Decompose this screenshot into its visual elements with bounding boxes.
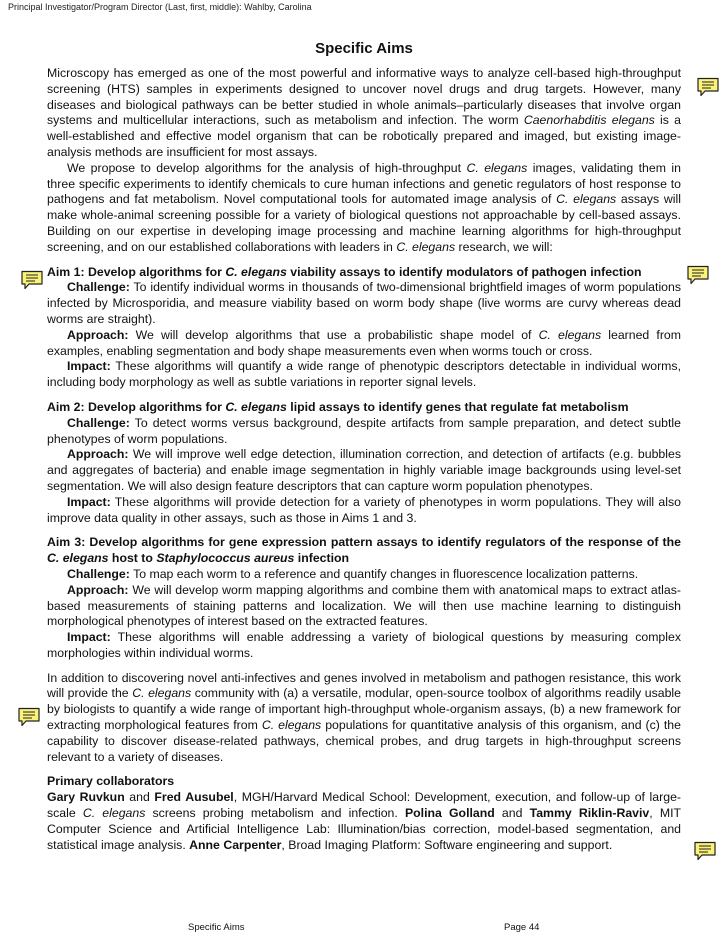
document-body — [47, 66, 681, 853]
footer-section: Specific Aims — [188, 922, 245, 933]
comment-note-icon[interactable] — [693, 841, 717, 861]
aim1-challenge: Challenge: To identify individual worms in thousands of two-dimensional brightfield images of worm populations infected by Microsporidia, and measure viability based on worm body shape (live worms are curvy whereas dead worms are straight). — [47, 280, 681, 326]
intro-paragraph-2: We propose to develop algorithms for the analysis of high-throughput C. elegans images, validating them in three specific experiments to identify chemicals to cure human infections and genetic regulators of host response to pathogens and fat metabolism. Novel computational tools for automated image analysis of C. elegans assays will make whole-animal screening possible for a variety of biological questions not approachable by cell-based assays. Building on our expertise in developing image processing and machine learning algorithms for high-throughput screening, and on our established collaborations with leaders in C. elegans research, we will: — [47, 160, 681, 254]
collaborators-heading: Primary collaborators — [47, 774, 175, 789]
aim3-challenge: Challenge: To map each worm to a reference and quantify changes in fluorescence localization patterns. — [67, 566, 639, 581]
comment-note-icon[interactable] — [17, 707, 41, 727]
closing-paragraph: In addition to discovering novel anti-infectives and genes involved in metabolism and pathogen resistance, this work will provide the C. elegans community with (a) a versatile, modular, open-source toolbox of algorithms readily usable by biologists to quantify a wide range of important high-throughput whole-organism assays, (b) a new framework for extracting morphological features from C. elegans populations for quantitative analysis of this organism, and (c) the capability to discover disease-related pathways, chemical probes, and drug targets in high-throughput screens relevant to a variety of diseases. — [47, 670, 681, 764]
aim3-title: Aim 3: Develop algorithms for gene expression pattern assays to identify regulators of the response of the C. elegans host to Staphylococcus aureus infection — [47, 535, 681, 566]
aim2-impact: Impact: These algorithms will provide detection for a variety of phenotypes in worm populations. They will also improve data quality in other assays, such as those in Aims 1 and 3. — [47, 494, 681, 525]
comment-note-icon[interactable] — [696, 77, 720, 97]
aim1-approach: Approach: We will develop algorithms that use a probabilistic shape model of C. elegans learned from examples, enabling segmentation and body shape measurements even when worms touch or cross. — [47, 327, 681, 358]
comment-note-icon[interactable] — [686, 265, 710, 285]
aim2-challenge: Challenge: To detect worms versus background, despite artifacts from sample preparation, and detect subtle phenotypes of worm populations. — [47, 415, 681, 446]
comment-note-icon[interactable] — [20, 270, 44, 290]
footer-page-number: Page 44 — [504, 922, 540, 933]
aim3-impact: Impact: These algorithms will enable addressing a variety of biological questions by measuring complex morphologies within individual worms. — [47, 630, 681, 660]
page-title: Specific Aims — [315, 40, 413, 57]
aim2-title: Aim 2: Develop algorithms for C. elegans lipid assays to identify genes that regulate fat metabolism — [47, 399, 629, 414]
intro-paragraph-1: Microscopy has emerged as one of the most powerful and informative ways to analyze cell-based high-throughput screening (HTS) samples in experiments designed to uncover novel drugs and drug targets. However, many diseases and biological pathways can be better studied in whole animals–particularly diseases that involve organ systems and multicellular interactions, such as metabolism and infection. The worm Caenorhabditis elegans is a well-established and effective model organism that can be robotically prepared and imaged, but existing image-analysis methods are insufficient for most assays. — [47, 66, 681, 159]
collaborators-paragraph: Gary Ruvkun and Fred Ausubel, MGH/Harvard Medical School: Development, execution, and follow-up of large-scale C. elegans screens probing metabolism and infection. Polina Golland and Tammy Riklin-Raviv, MIT Computer Science and Artificial Intelligence Lab: Illumination/bias correction, model-based segmentation, and statistical image analysis. Anne Carpenter, Broad Imaging Platform: Software engineering and support. — [47, 790, 682, 852]
aim3-approach: Approach: We will develop worm mapping algorithms and combine them with anatomical maps to extract atlas-based measurements of staining patterns and localization. We will then use machine learning to distinguish morphological phenotypes of interest based on the extracted features. — [47, 582, 681, 629]
aim1-impact: Impact: These algorithms will quantify a wide range of phenotypic descriptors detectable in individual worms, including body morphology as well as subtle variations in reporter signal levels. — [47, 359, 681, 390]
header-investigator: Principal Investigator/Program Director (Last, first, middle): Wahlby, Carolina — [8, 2, 312, 12]
aim1-title: Aim 1: Develop algorithms for C. elegans viability assays to identify modulators of pathogen infection — [47, 264, 642, 279]
aim2-approach: Approach: We will improve well edge detection, illumination correction, and detection of artifacts (e.g. bubbles and aggregates of bacteria) and enable image segmentation in highly variable image backgrounds using level-set segmentation. We will also design feature descriptors that can capture worm population phenotypes. — [47, 447, 681, 493]
